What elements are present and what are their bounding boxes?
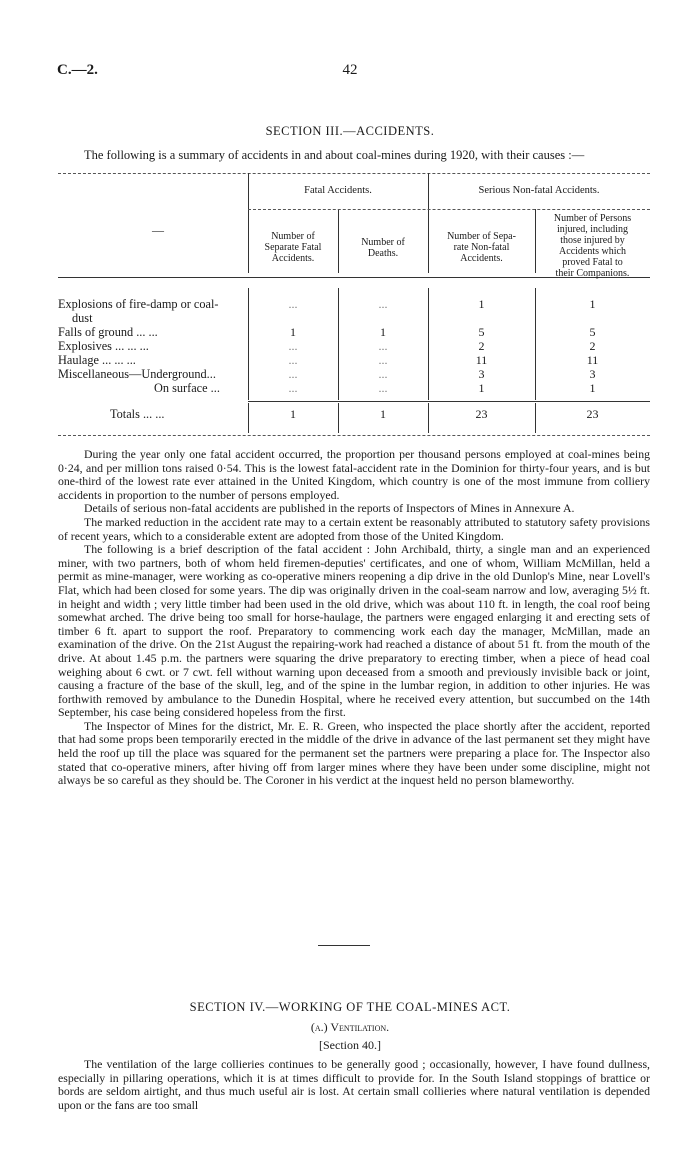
section-3-intro: The following is a summary of accidents in and about coal-mines during 1920, with their causes :— xyxy=(84,148,585,162)
totals-label: Totals ... ... xyxy=(110,407,165,421)
section-4-body xyxy=(58,1058,650,1112)
table-cell: 1 xyxy=(478,297,485,311)
section-reference: [Section 40.] xyxy=(319,1038,381,1052)
col-deaths-header: Number of Deaths. xyxy=(361,237,405,259)
total-cell: 1 xyxy=(380,407,386,421)
table-cell: ... xyxy=(288,367,298,381)
accidents-table xyxy=(58,173,650,438)
row-label: Haulage ... ... ... xyxy=(58,353,136,367)
table-cell: 1 xyxy=(290,325,296,339)
table-cell: 3 xyxy=(589,367,596,381)
row-label: Miscellaneous—Underground... xyxy=(58,367,216,381)
table-cell: 11 xyxy=(475,353,488,367)
paragraph: The marked reduction in the accident rate may to a certain extent be reasonably attributed to statutory safety provisions of recent years, which to a considerable extent are adopted from those of the United Kingdom. xyxy=(58,514,650,543)
group-nonfatal-header: Serious Non-fatal Accidents. xyxy=(478,185,600,196)
paragraph: The Inspector of Mines for the district, Mr. E. R. Green, who inspected the place shortly after the accident, reported that had some props been temporarily erected in the middle of the drive in advance of the last permanent set they might have held the roof up till the place was squared for the permanent set the partners were preparing a place for. The Inspector also stated that co-operative miners, after hiving off from larger mines where they have been under some discipline, might not always be so careful as they should be. The Coroner in his verdict at the inquest held no person blameworthy. xyxy=(58,718,650,788)
paragraph: Details of serious non-fatal accidents are published in the reports of Inspectors of Mines in Annexure A. xyxy=(84,501,575,516)
table-cell: 5 xyxy=(478,325,485,339)
table-cell: 1 xyxy=(589,381,596,395)
table-cell: ... xyxy=(288,339,298,353)
table-cell: ... xyxy=(378,367,388,381)
table-cell: ... xyxy=(288,353,298,367)
table-cell: 1 xyxy=(478,381,485,395)
col-separate-fatal-header: Number of Separate Fatal Accidents. xyxy=(264,231,322,264)
stub-dash: — xyxy=(152,223,164,237)
table-cell: 2 xyxy=(589,339,596,353)
table-cell: 1 xyxy=(380,325,386,339)
row-label: On surface ... xyxy=(154,381,220,395)
paragraph: The following is a brief description of the fatal accident : John Archibald, thirty, a single man and an experienced miner, with two partners, both of whom held firemen-deputies' certificates, and one of whom, William McMillan, held a permit as mine-manager, were working as co-operative miners reopening a dip drive in the old Dunlop's Mine, near Lovell's Flat, which had been closed for some years. The dip was originally driven in the coal-seam narrow and low, averaging 5½ ft. in height and width ; very little timber had been used in the old drive, which was about 110 ft. in length, the coal roof being somewhat arched. The drive being too small for horse-haulage, the partners were engaged enlarging it and erecting sets of timber 6 ft. apart to support the roof. Preparatory to commencing work each day the manager, McMillan, made an examination of the drive. On the 21st August the repairing-work had reached a distance of about 51 ft. from the mouth of the drive. At about 1.45 p.m. the partners were squaring the drive preparatory to erecting timber, when a piece of head coal weighing about 6 cwt. or 7 cwt. fell without warning upon deceased from a smooth and previously invisible back or joint, causing a fracture of the base of the skull, leg, and of the spine in the lumbar region, in addition to other injuries. He was forthwith removed by ambulance to the Dunedin Hospital, where he received every attention, but succumbed on the 14th September, his case being considered hopeless from the first. xyxy=(58,542,650,720)
table-cell: 3 xyxy=(478,367,485,381)
document-code: C.—2. xyxy=(57,62,98,78)
paragraph: During the year only one fatal accident occurred, the proportion per thousand persons employed at coal-mines being 0·24, and per million tons raised 0·54. This is the lowest fatal-accident rate in the Dominion for thirty-four years, and is but one-third of the lowest rate ever attained in the United Kingdom, which country is one of the most immune from colliery accidents in proportion to the number of persons employed. xyxy=(58,447,650,502)
col-nonfatal-accidents-header: Number of Sepa- rate Non-fatal Accidents. xyxy=(447,231,516,264)
total-cell: 23 xyxy=(475,407,488,421)
row-label: Falls of ground ... ... xyxy=(58,325,158,339)
page-number: 42 xyxy=(342,62,358,78)
col-persons-injured-header: Number of Persons injured, including those injured by Accidents which proved Fatal to their Companions. xyxy=(553,213,632,279)
table-cell: 11 xyxy=(586,353,599,367)
row-label-continued: dust xyxy=(72,311,93,325)
table-cell: ... xyxy=(378,339,388,353)
subsection-heading: (a.) Ventilation. xyxy=(310,1020,390,1034)
row-label: Explosives ... ... ... xyxy=(58,339,149,353)
total-cell: 23 xyxy=(586,407,599,421)
table-cell: 1 xyxy=(589,297,596,311)
table-bottom-rule xyxy=(58,435,650,436)
group-fatal-header: Fatal Accidents. xyxy=(304,185,372,196)
section-4-title: SECTION IV.—WORKING OF THE COAL-MINES ACT. xyxy=(189,1000,511,1014)
total-cell: 1 xyxy=(290,407,296,421)
paragraph: The ventilation of the large collieries continues to be generally good ; occasionally, however, I have found dullness, especially in pillaring operations, which it is at times difficult to provide for. In the South Island stoppings of brattice or bords are seldom airtight, and thus much useful air is lost. At certain small collieries where natural ventilation is depended upon or the fans are too small xyxy=(58,1057,650,1112)
table-cell: 5 xyxy=(589,325,596,339)
table-cell: ... xyxy=(378,381,388,395)
row-label: Explosions of fire-damp or coal- xyxy=(58,297,219,311)
section-divider xyxy=(318,945,370,946)
table-rule xyxy=(248,209,650,210)
section-3-body xyxy=(58,448,650,788)
section-3-title: SECTION III.—ACCIDENTS. xyxy=(265,124,435,138)
table-cell: 2 xyxy=(478,339,485,353)
table-cell: ... xyxy=(378,353,388,367)
table-cell: ... xyxy=(378,297,388,311)
table-cell: ... xyxy=(288,381,298,395)
table-cell: ... xyxy=(288,297,298,311)
table-top-rule xyxy=(58,173,650,174)
totals-rule xyxy=(248,401,650,402)
